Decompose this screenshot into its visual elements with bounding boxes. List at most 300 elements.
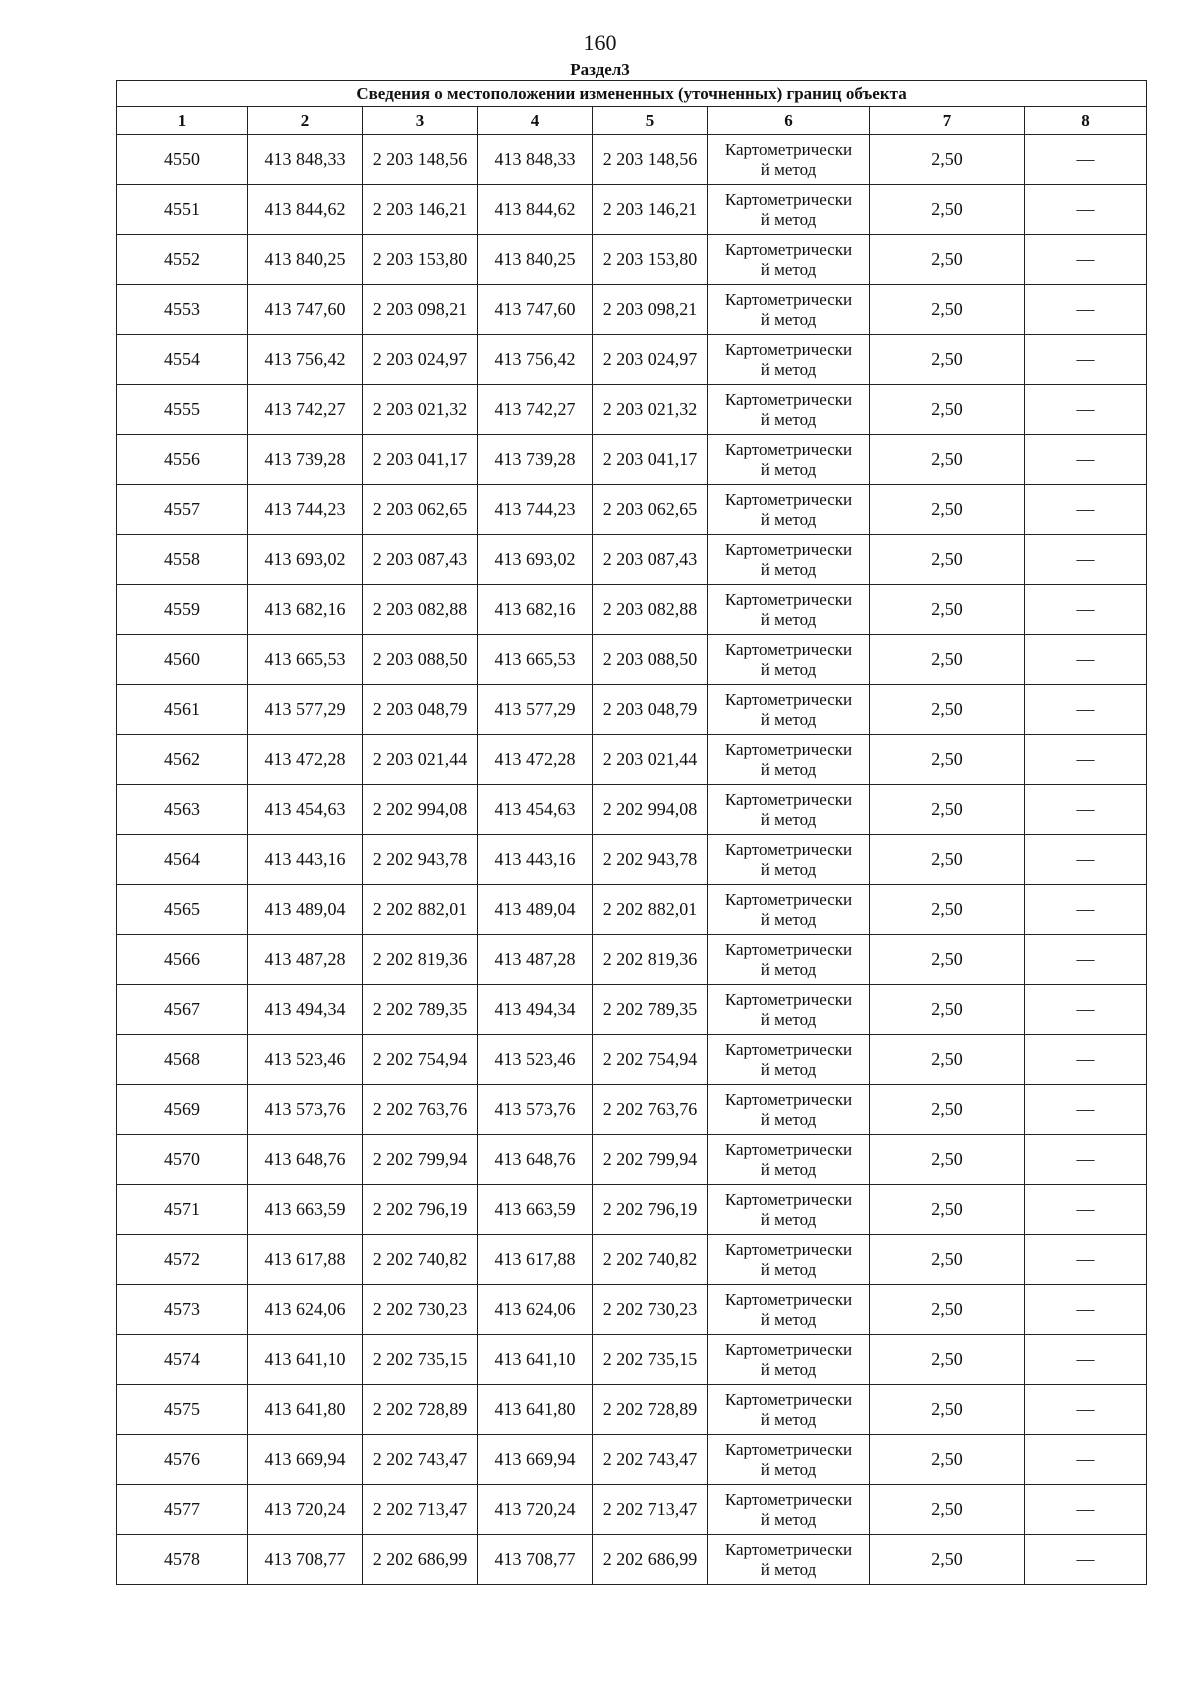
method-text-line2: й метод (760, 1159, 817, 1179)
coordinate-cell: 413 487,28 (478, 935, 593, 985)
coordinate-cell: 2 203 098,21 (593, 285, 708, 335)
empty-mark-cell: — (1025, 785, 1147, 835)
empty-mark-cell: — (1025, 1235, 1147, 1285)
table-row (117, 735, 1147, 785)
point-number-cell: 4562 (117, 735, 248, 785)
coordinate-cell: 2 202 943,78 (593, 835, 708, 885)
method-text-line1: Картометрически (724, 1489, 853, 1509)
coordinate-cell: 2 203 088,50 (593, 635, 708, 685)
column-number: 5 (593, 107, 708, 135)
method-cell (708, 1135, 870, 1185)
accuracy-cell: 2,50 (870, 1385, 1025, 1435)
point-number-cell: 4574 (117, 1335, 248, 1385)
coordinate-cell: 2 202 789,35 (363, 985, 478, 1035)
method-cell (708, 285, 870, 335)
method-text-line1: Картометрически (724, 1239, 853, 1259)
coordinate-cell: 413 523,46 (478, 1035, 593, 1085)
accuracy-cell: 2,50 (870, 735, 1025, 785)
empty-mark-cell: — (1025, 1535, 1147, 1585)
coordinate-cell: 413 573,76 (478, 1085, 593, 1135)
empty-mark-cell: — (1025, 1435, 1147, 1485)
empty-mark-cell: — (1025, 1335, 1147, 1385)
method-text-line1: Картометрически (724, 439, 853, 459)
coordinate-cell: 413 648,76 (248, 1135, 363, 1185)
method-text-line1: Картометрически (724, 189, 853, 209)
coordinate-cell: 413 844,62 (478, 185, 593, 235)
method-text-line1: Картометрически (724, 389, 853, 409)
column-number: 3 (363, 107, 478, 135)
coordinate-cell: 2 202 728,89 (593, 1385, 708, 1435)
method-text-line2: й метод (760, 959, 817, 979)
table-caption: Сведения о местоположении измененных (уточненных) границ объекта (117, 81, 1147, 107)
coordinate-cell: 2 203 082,88 (363, 585, 478, 635)
empty-mark-cell: — (1025, 1085, 1147, 1135)
point-number-cell: 4564 (117, 835, 248, 885)
method-text-line2: й метод (760, 1509, 817, 1529)
accuracy-cell: 2,50 (870, 1285, 1025, 1335)
column-number: 2 (248, 107, 363, 135)
method-cell (708, 185, 870, 235)
coordinate-cell: 413 641,80 (478, 1385, 593, 1435)
table-row (117, 1435, 1147, 1485)
accuracy-cell: 2,50 (870, 435, 1025, 485)
coordinate-cell: 413 663,59 (478, 1185, 593, 1235)
coordinate-cell: 2 203 146,21 (593, 185, 708, 235)
coordinate-cell: 2 202 882,01 (593, 885, 708, 935)
method-text-line1: Картометрически (724, 1089, 853, 1109)
accuracy-cell: 2,50 (870, 485, 1025, 535)
point-number-cell: 4558 (117, 535, 248, 585)
empty-mark-cell: — (1025, 685, 1147, 735)
coordinate-cell: 413 682,16 (478, 585, 593, 635)
method-text-line2: й метод (760, 1409, 817, 1429)
coordinate-cell: 413 641,10 (248, 1335, 363, 1385)
method-text-line2: й метод (760, 1109, 817, 1129)
coordinate-cell: 413 489,04 (478, 885, 593, 935)
method-cell (708, 1085, 870, 1135)
coordinate-cell: 2 203 062,65 (363, 485, 478, 535)
coordinate-cell: 2 202 740,82 (593, 1235, 708, 1285)
accuracy-cell: 2,50 (870, 785, 1025, 835)
coordinate-cell: 413 489,04 (248, 885, 363, 935)
table-row (117, 335, 1147, 385)
accuracy-cell: 2,50 (870, 1485, 1025, 1535)
table-row (117, 585, 1147, 635)
table-row (117, 1235, 1147, 1285)
coordinate-cell: 413 494,34 (478, 985, 593, 1035)
method-cell (708, 1035, 870, 1085)
coordinate-cell: 2 203 098,21 (363, 285, 478, 335)
section-title: Раздел3 (570, 60, 630, 79)
method-text-line1: Картометрически (724, 139, 853, 159)
method-text-line2: й метод (760, 559, 817, 579)
coordinate-cell: 413 848,33 (478, 135, 593, 185)
method-text-line2: й метод (760, 1359, 817, 1379)
method-text-line1: Картометрически (724, 1389, 853, 1409)
point-number-cell: 4575 (117, 1385, 248, 1435)
coordinate-cell: 2 203 153,80 (363, 235, 478, 285)
coordinate-cell: 2 202 686,99 (593, 1535, 708, 1585)
accuracy-cell: 2,50 (870, 1185, 1025, 1235)
empty-mark-cell: — (1025, 285, 1147, 335)
coordinate-cell: 2 202 789,35 (593, 985, 708, 1035)
accuracy-cell: 2,50 (870, 1135, 1025, 1185)
accuracy-cell: 2,50 (870, 335, 1025, 385)
empty-mark-cell: — (1025, 385, 1147, 435)
accuracy-cell: 2,50 (870, 685, 1025, 735)
point-number-cell: 4571 (117, 1185, 248, 1235)
method-text-line2: й метод (760, 459, 817, 479)
method-cell (708, 985, 870, 1035)
method-text-line2: й метод (760, 1309, 817, 1329)
point-number-cell: 4551 (117, 185, 248, 235)
coordinate-cell: 2 202 799,94 (593, 1135, 708, 1185)
method-text-line1: Картометрически (724, 1139, 853, 1159)
method-text-line1: Картометрически (724, 1339, 853, 1359)
coordinate-cell: 2 203 062,65 (593, 485, 708, 535)
method-text-line1: Картометрически (724, 889, 853, 909)
method-cell (708, 1485, 870, 1535)
accuracy-cell: 2,50 (870, 285, 1025, 335)
point-number-cell: 4573 (117, 1285, 248, 1335)
empty-mark-cell: — (1025, 535, 1147, 585)
point-number-cell: 4565 (117, 885, 248, 935)
coordinate-cell: 2 203 148,56 (363, 135, 478, 185)
method-cell (708, 585, 870, 635)
coordinate-cell: 413 523,46 (248, 1035, 363, 1085)
empty-mark-cell: — (1025, 735, 1147, 785)
coordinate-cell: 413 443,16 (478, 835, 593, 885)
accuracy-cell: 2,50 (870, 635, 1025, 685)
coordinate-cell: 2 202 730,23 (593, 1285, 708, 1335)
empty-mark-cell: — (1025, 1135, 1147, 1185)
accuracy-cell: 2,50 (870, 1435, 1025, 1485)
coordinate-cell: 2 202 819,36 (363, 935, 478, 985)
point-number-cell: 4578 (117, 1535, 248, 1585)
coordinate-cell: 413 641,10 (478, 1335, 593, 1385)
accuracy-cell: 2,50 (870, 535, 1025, 585)
column-number: 1 (117, 107, 248, 135)
method-text-line1: Картометрически (724, 289, 853, 309)
method-cell (708, 535, 870, 585)
point-number-cell: 4559 (117, 585, 248, 635)
method-text-line2: й метод (760, 809, 817, 829)
coordinate-cell: 2 202 796,19 (363, 1185, 478, 1235)
empty-mark-cell: — (1025, 1185, 1147, 1235)
method-text-line1: Картометрически (724, 1039, 853, 1059)
coordinate-cell: 413 454,63 (478, 785, 593, 835)
coordinate-cell: 413 742,27 (248, 385, 363, 435)
coordinate-cell: 413 848,33 (248, 135, 363, 185)
table-row (117, 1485, 1147, 1535)
table-row (117, 1535, 1147, 1585)
method-text-line1: Картометрически (724, 839, 853, 859)
coordinate-cell: 2 202 943,78 (363, 835, 478, 885)
point-number-cell: 4576 (117, 1435, 248, 1485)
table-body (117, 135, 1147, 1585)
coordinate-cell: 2 202 882,01 (363, 885, 478, 935)
coordinate-cell: 2 202 819,36 (593, 935, 708, 985)
table-row (117, 435, 1147, 485)
method-text-line2: й метод (760, 209, 817, 229)
method-text-line1: Картометрически (724, 1539, 853, 1559)
point-number-cell: 4563 (117, 785, 248, 835)
coordinate-cell: 2 202 730,23 (363, 1285, 478, 1335)
empty-mark-cell: — (1025, 935, 1147, 985)
coordinate-cell: 413 665,53 (248, 635, 363, 685)
coordinate-cell: 2 202 754,94 (363, 1035, 478, 1085)
coordinate-cell: 2 202 796,19 (593, 1185, 708, 1235)
coordinate-cell: 413 454,63 (248, 785, 363, 835)
accuracy-cell: 2,50 (870, 385, 1025, 435)
method-cell (708, 1335, 870, 1385)
table-row (117, 785, 1147, 835)
coordinate-cell: 2 203 146,21 (363, 185, 478, 235)
empty-mark-cell: — (1025, 585, 1147, 635)
coordinate-cell: 2 203 148,56 (593, 135, 708, 185)
coordinate-cell: 2 203 087,43 (363, 535, 478, 585)
table-row (117, 635, 1147, 685)
point-number-cell: 4557 (117, 485, 248, 535)
coordinate-cell: 2 203 024,97 (593, 335, 708, 385)
table-row (117, 385, 1147, 435)
empty-mark-cell: — (1025, 1385, 1147, 1435)
coordinate-cell: 2 203 087,43 (593, 535, 708, 585)
coordinate-cell: 413 747,60 (248, 285, 363, 335)
accuracy-cell: 2,50 (870, 1535, 1025, 1585)
coordinate-cell: 2 202 799,94 (363, 1135, 478, 1185)
method-cell (708, 1385, 870, 1435)
coordinate-cell: 413 840,25 (248, 235, 363, 285)
accuracy-cell: 2,50 (870, 185, 1025, 235)
method-text-line2: й метод (760, 1559, 817, 1579)
coordinate-cell: 2 203 041,17 (363, 435, 478, 485)
coordinate-cell: 413 708,77 (478, 1535, 593, 1585)
method-cell (708, 1235, 870, 1285)
coordinate-cell: 2 203 021,32 (363, 385, 478, 435)
accuracy-cell: 2,50 (870, 1235, 1025, 1285)
method-text-line2: й метод (760, 759, 817, 779)
table-row (117, 1135, 1147, 1185)
method-text-line2: й метод (760, 359, 817, 379)
point-number-cell: 4577 (117, 1485, 248, 1535)
column-number: 6 (708, 107, 870, 135)
table-row (117, 1035, 1147, 1085)
coordinate-cell: 413 494,34 (248, 985, 363, 1035)
method-text-line2: й метод (760, 909, 817, 929)
method-text-line1: Картометрически (724, 339, 853, 359)
coordinate-cell: 413 693,02 (478, 535, 593, 585)
point-number-cell: 4552 (117, 235, 248, 285)
method-cell (708, 685, 870, 735)
empty-mark-cell: — (1025, 235, 1147, 285)
method-text-line1: Картометрически (724, 989, 853, 1009)
coordinate-cell: 413 744,23 (248, 485, 363, 535)
coordinate-cell: 413 663,59 (248, 1185, 363, 1235)
page-number: 160 (583, 30, 617, 55)
method-cell (708, 235, 870, 285)
table-row (117, 685, 1147, 735)
point-number-cell: 4566 (117, 935, 248, 985)
method-text-line2: й метод (760, 509, 817, 529)
method-text-line1: Картометрически (724, 539, 853, 559)
accuracy-cell: 2,50 (870, 1035, 1025, 1085)
table-row (117, 535, 1147, 585)
point-number-cell: 4572 (117, 1235, 248, 1285)
coordinate-cell: 2 202 735,15 (593, 1335, 708, 1385)
point-number-cell: 4555 (117, 385, 248, 435)
method-cell (708, 885, 870, 935)
empty-mark-cell: — (1025, 1035, 1147, 1085)
method-text-line1: Картометрически (724, 1289, 853, 1309)
coordinate-cell: 2 203 088,50 (363, 635, 478, 685)
method-cell (708, 785, 870, 835)
coordinate-cell: 2 203 048,79 (593, 685, 708, 735)
coordinate-cell: 413 472,28 (248, 735, 363, 785)
coordinate-cell: 413 641,80 (248, 1385, 363, 1435)
coordinate-cell: 2 202 754,94 (593, 1035, 708, 1085)
coordinate-cell: 2 202 713,47 (363, 1485, 478, 1535)
method-cell (708, 835, 870, 885)
coordinate-cell: 2 202 743,47 (363, 1435, 478, 1485)
method-text-line2: й метод (760, 1059, 817, 1079)
coordinate-cell: 413 624,06 (248, 1285, 363, 1335)
accuracy-cell: 2,50 (870, 935, 1025, 985)
coordinate-cell: 413 472,28 (478, 735, 593, 785)
empty-mark-cell: — (1025, 335, 1147, 385)
coordinate-cell: 413 669,94 (478, 1435, 593, 1485)
method-text-line1: Картометрически (724, 689, 853, 709)
method-text-line1: Картометрически (724, 1189, 853, 1209)
table-row (117, 235, 1147, 285)
coordinate-cell: 2 203 041,17 (593, 435, 708, 485)
method-text-line1: Картометрически (724, 739, 853, 759)
empty-mark-cell: — (1025, 635, 1147, 685)
coordinate-cell: 2 202 713,47 (593, 1485, 708, 1535)
coordinate-cell: 413 756,42 (248, 335, 363, 385)
column-number-row (117, 107, 1147, 135)
table-row (117, 1085, 1147, 1135)
method-text-line2: й метод (760, 1459, 817, 1479)
method-text-line2: й метод (760, 159, 817, 179)
method-text-line1: Картометрически (724, 239, 853, 259)
accuracy-cell: 2,50 (870, 885, 1025, 935)
method-cell (708, 1185, 870, 1235)
table-row (117, 1285, 1147, 1335)
point-number-cell: 4553 (117, 285, 248, 335)
method-cell (708, 635, 870, 685)
accuracy-cell: 2,50 (870, 835, 1025, 885)
method-cell (708, 1435, 870, 1485)
coordinate-cell: 2 203 024,97 (363, 335, 478, 385)
coordinate-cell: 413 573,76 (248, 1085, 363, 1135)
method-text-line2: й метод (760, 1259, 817, 1279)
method-text-line2: й метод (760, 1209, 817, 1229)
empty-mark-cell: — (1025, 985, 1147, 1035)
point-number-cell: 4556 (117, 435, 248, 485)
empty-mark-cell: — (1025, 885, 1147, 935)
method-text-line2: й метод (760, 309, 817, 329)
point-number-cell: 4568 (117, 1035, 248, 1085)
point-number-cell: 4567 (117, 985, 248, 1035)
coordinate-cell: 413 720,24 (248, 1485, 363, 1535)
coordinate-cell: 2 202 686,99 (363, 1535, 478, 1585)
coordinate-cell: 413 739,28 (248, 435, 363, 485)
accuracy-cell: 2,50 (870, 985, 1025, 1035)
coordinate-cell: 413 648,76 (478, 1135, 593, 1185)
method-text-line2: й метод (760, 709, 817, 729)
method-cell (708, 135, 870, 185)
coordinate-cell: 413 840,25 (478, 235, 593, 285)
accuracy-cell: 2,50 (870, 235, 1025, 285)
method-text-line1: Картометрически (724, 939, 853, 959)
method-text-line1: Картометрически (724, 589, 853, 609)
method-text-line2: й метод (760, 659, 817, 679)
coordinate-cell: 413 617,88 (248, 1235, 363, 1285)
empty-mark-cell: — (1025, 135, 1147, 185)
table-row (117, 185, 1147, 235)
coordinate-cell: 413 577,29 (478, 685, 593, 735)
method-text-line1: Картометрически (724, 489, 853, 509)
coordinate-cell: 413 844,62 (248, 185, 363, 235)
table-row (117, 135, 1147, 185)
coordinate-cell: 413 742,27 (478, 385, 593, 435)
coordinate-cell: 413 682,16 (248, 585, 363, 635)
column-number: 4 (478, 107, 593, 135)
method-cell (708, 485, 870, 535)
column-number: 8 (1025, 107, 1147, 135)
point-number-cell: 4554 (117, 335, 248, 385)
coordinate-cell: 2 202 740,82 (363, 1235, 478, 1285)
coordinate-cell: 2 202 728,89 (363, 1385, 478, 1435)
coordinate-cell: 2 203 021,32 (593, 385, 708, 435)
method-text-line2: й метод (760, 859, 817, 879)
coordinate-cell: 2 202 763,76 (363, 1085, 478, 1135)
empty-mark-cell: — (1025, 1485, 1147, 1535)
method-text-line1: Картометрически (724, 789, 853, 809)
table-row (117, 1185, 1147, 1235)
point-number-cell: 4560 (117, 635, 248, 685)
table-row (117, 485, 1147, 535)
coordinate-cell: 413 720,24 (478, 1485, 593, 1535)
coordinate-cell: 2 203 021,44 (363, 735, 478, 785)
method-cell (708, 335, 870, 385)
empty-mark-cell: — (1025, 185, 1147, 235)
coordinate-cell: 413 708,77 (248, 1535, 363, 1585)
coordinate-cell: 413 617,88 (478, 1235, 593, 1285)
method-cell (708, 935, 870, 985)
method-text-line1: Картометрически (724, 639, 853, 659)
coordinate-cell: 413 756,42 (478, 335, 593, 385)
method-text-line2: й метод (760, 1009, 817, 1029)
point-number-cell: 4570 (117, 1135, 248, 1185)
table-row (117, 835, 1147, 885)
coordinate-cell: 413 443,16 (248, 835, 363, 885)
table-row (117, 935, 1147, 985)
coordinate-cell: 413 693,02 (248, 535, 363, 585)
accuracy-cell: 2,50 (870, 585, 1025, 635)
coordinate-cell: 413 624,06 (478, 1285, 593, 1335)
method-cell (708, 435, 870, 485)
empty-mark-cell: — (1025, 835, 1147, 885)
coordinate-cell: 2 203 082,88 (593, 585, 708, 635)
table-row (117, 985, 1147, 1035)
coordinate-cell: 2 203 048,79 (363, 685, 478, 735)
method-text-line1: Картометрически (724, 1439, 853, 1459)
coordinate-cell: 413 744,23 (478, 485, 593, 535)
coordinate-cell: 2 203 153,80 (593, 235, 708, 285)
point-number-cell: 4561 (117, 685, 248, 735)
